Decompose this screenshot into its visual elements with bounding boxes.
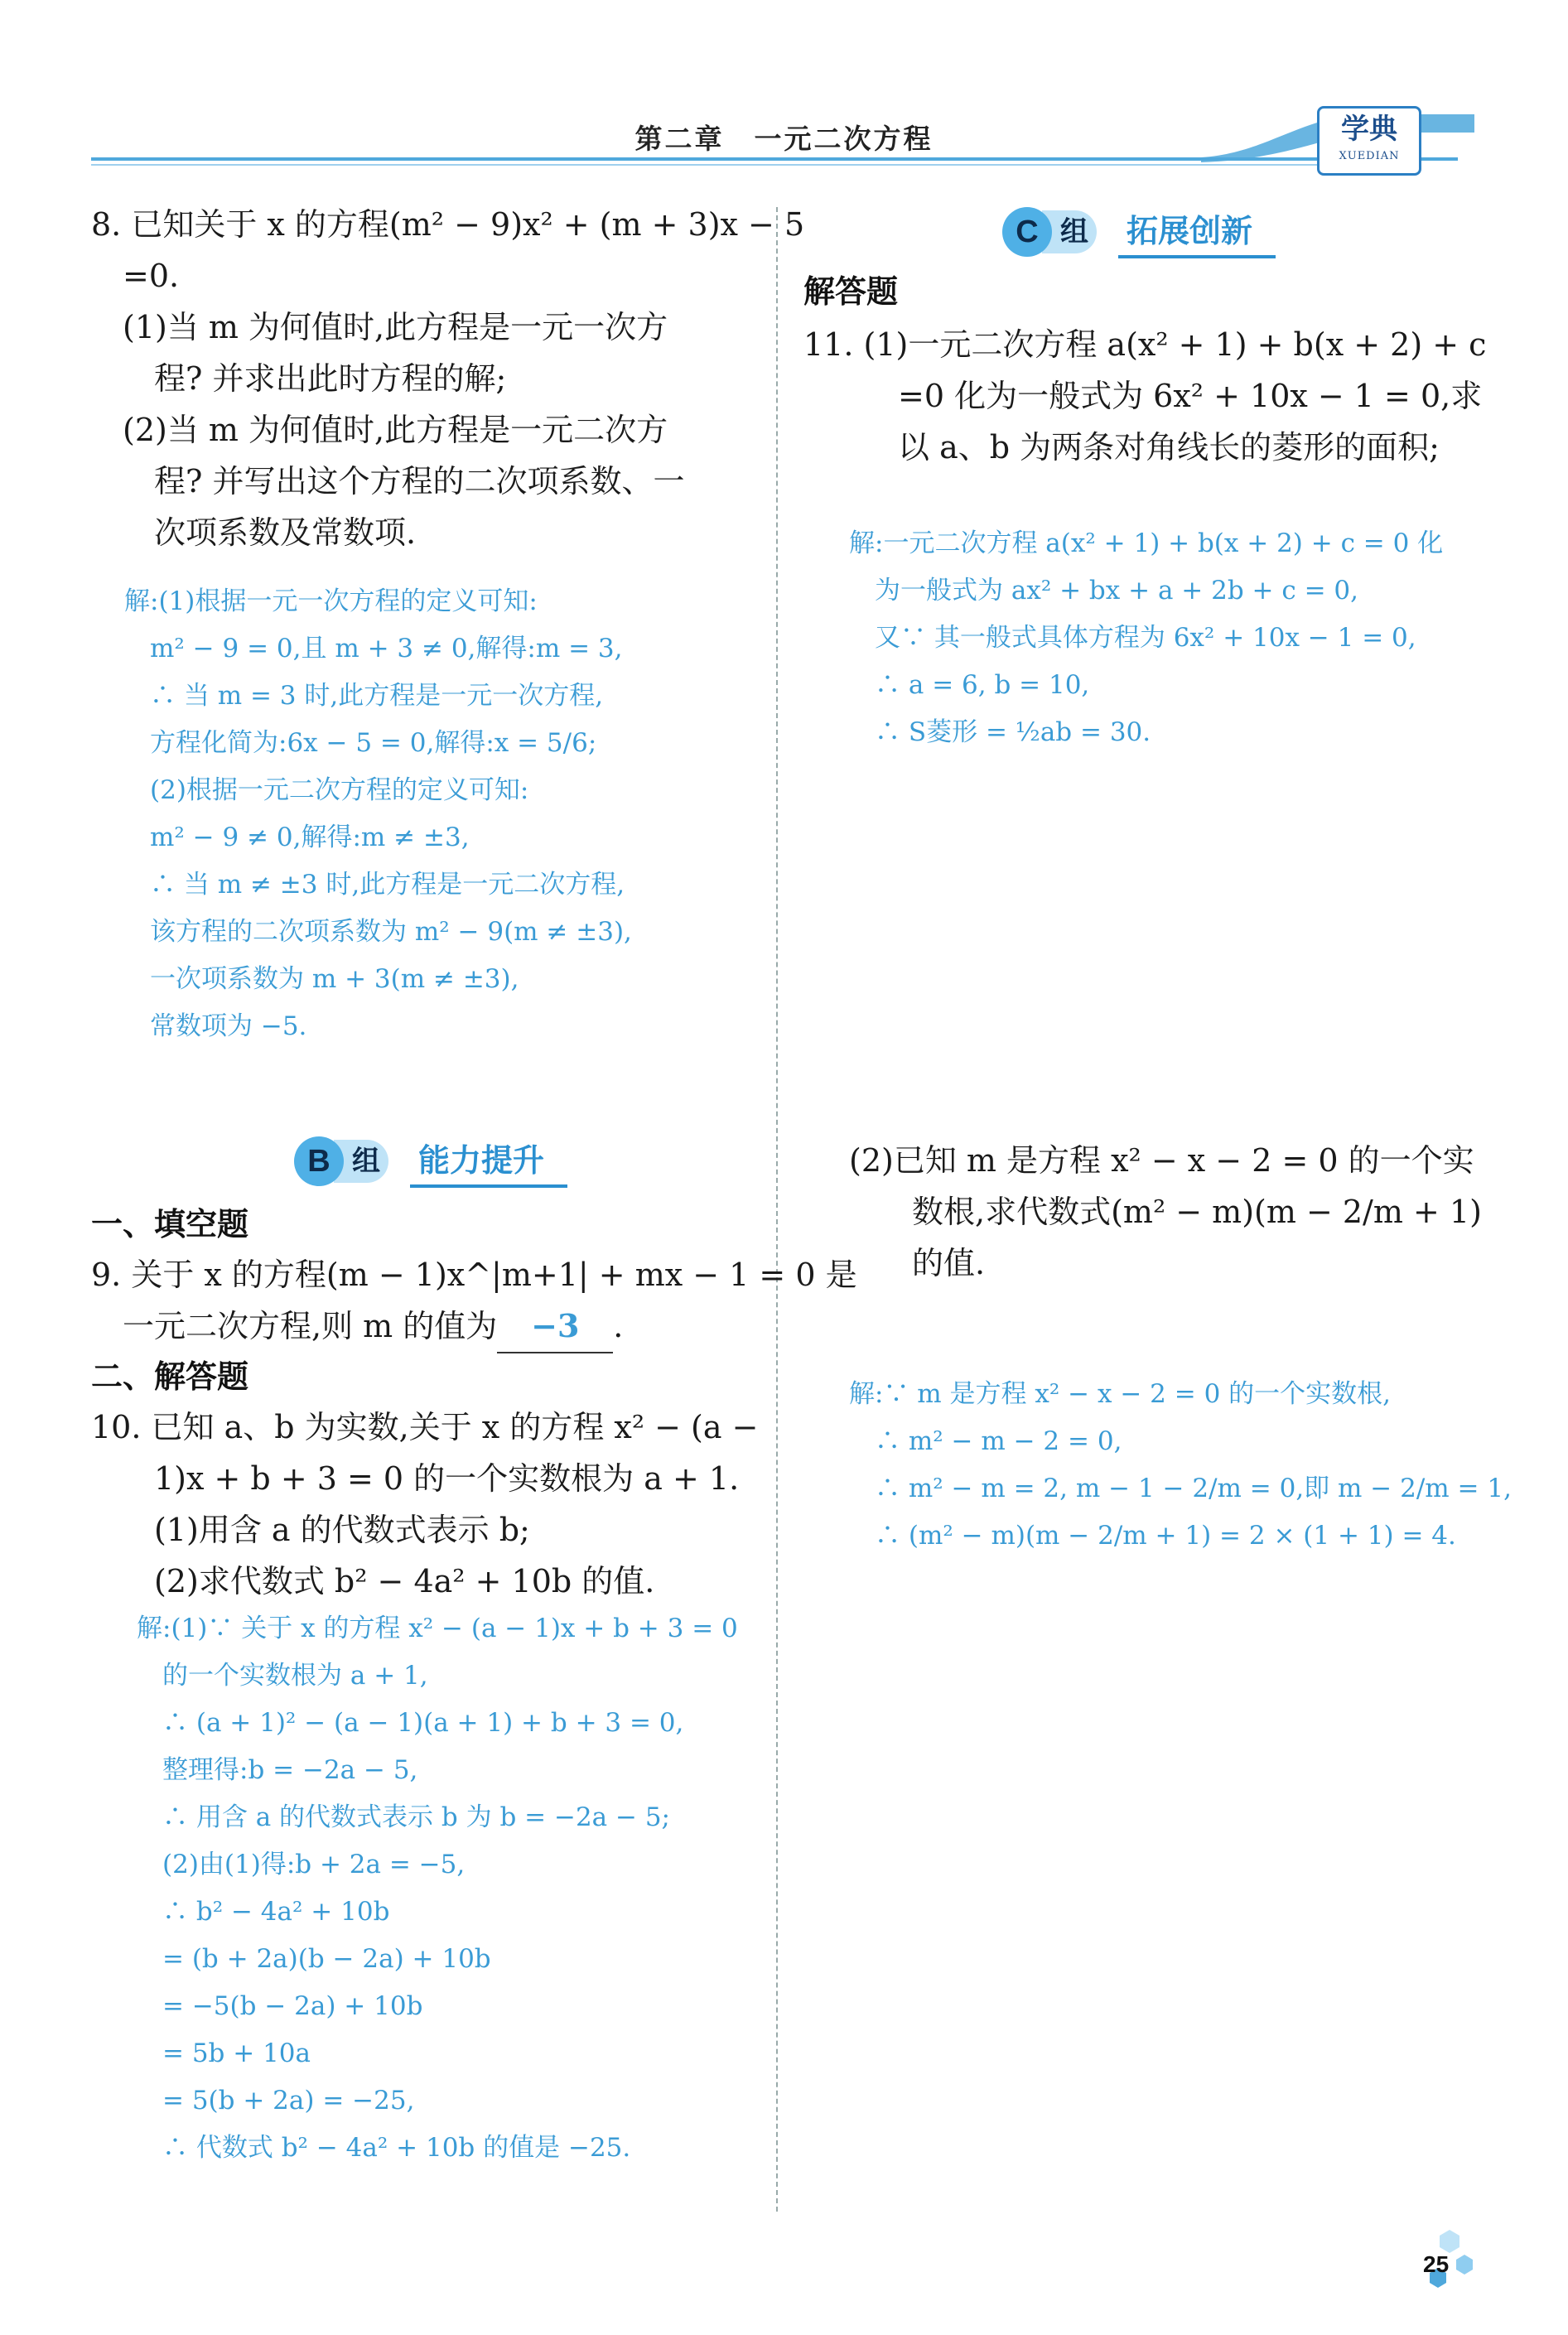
answer-line: ∴ 当 m = 3 时,此方程是一元一次方程, <box>124 681 604 711</box>
text-line: (2)已知 m 是方程 x² − x − 2 = 0 的一个实 <box>849 1142 1474 1179</box>
header-rule-thin <box>91 164 1334 166</box>
answer-line: ∴ a = 6, b = 10, <box>849 670 1090 700</box>
group-title: 拓展创新 <box>1127 215 1253 249</box>
answer-line: m² − 9 = 0,且 m + 3 ≠ 0,解得:m = 3, <box>124 634 623 663</box>
group-title: 能力提升 <box>418 1144 545 1179</box>
group-letter: C <box>1002 207 1052 257</box>
title-underline <box>410 1184 567 1188</box>
answer-11-part-1 <box>849 520 1495 756</box>
answer-line: ∴ S菱形 = ½ab = 30. <box>849 717 1151 747</box>
page-number: 25 <box>1423 2251 1450 2277</box>
text-line: 以 a、b 为两条对角线长的菱形的面积; <box>803 429 1440 466</box>
answer-line: 该方程的二次项系数为 m² − 9(m ≠ ±3), <box>124 917 632 947</box>
answer-line: = (b + 2a)(b − 2a) + 10b <box>137 1944 491 1974</box>
text-fragment: 一元二次方程,则 m 的值为 <box>91 1308 498 1344</box>
answer-line: (2)由(1)得:b + 2a = −5, <box>137 1850 466 1879</box>
group-label: 组 <box>334 1140 388 1183</box>
text-line: (1)用含 a 的代数式表示 b; <box>91 1512 530 1548</box>
answer-line: m² − 9 ≠ 0,解得:m ≠ ±3, <box>124 823 470 852</box>
group-b-banner <box>294 1136 592 1186</box>
group-letter: B <box>294 1136 344 1186</box>
answer-line: ∴ 代数式 b² − 4a² + 10b 的值是 −25. <box>137 2133 631 2163</box>
text-line: 的值. <box>849 1245 986 1281</box>
header-rule <box>91 157 1458 161</box>
answer-line: ∴ m² − m = 2, m − 1 − 2/m = 0,即 m − 2/m = 1, <box>849 1474 1512 1503</box>
question-9 <box>91 1249 857 1353</box>
text-line: 11. (1)一元二次方程 a(x² + 1) + b(x + 2) + c <box>803 326 1487 363</box>
answer-line: 解:(1)根据一元一次方程的定义可知: <box>124 586 538 616</box>
answer-line: ∴ m² − m − 2 = 0, <box>849 1426 1122 1456</box>
title-underline <box>1118 255 1276 258</box>
answer-line: 又∵ 其一般式具体方程为 6x² + 10x − 1 = 0, <box>849 623 1416 653</box>
answer-11-part-2 <box>849 1371 1512 1560</box>
answer-line: ∴ 用含 a 的代数式表示 b 为 b = −2a − 5; <box>137 1802 671 1832</box>
answer-line: 解:(1)∵ 关于 x 的方程 x² − (a − 1)x + b + 3 = 0 <box>137 1614 738 1643</box>
question-11-part-1 <box>803 319 1487 473</box>
answer-line: ∴ b² − 4a² + 10b <box>137 1897 390 1927</box>
answer-line: ∴ (a + 1)² − (a − 1)(a + 1) + b + 3 = 0, <box>137 1708 684 1738</box>
text-line: 程? 并写出这个方程的二次项系数、一 <box>91 463 685 499</box>
question-8 <box>91 199 805 558</box>
answer-8 <box>124 578 762 1050</box>
answer-line: 解:一元二次方程 a(x² + 1) + b(x + 2) + c = 0 化 <box>849 528 1444 558</box>
answer-line: = −5(b − 2a) + 10b <box>137 1991 423 2021</box>
answer-line: ∴ (m² − m)(m − 2/m + 1) = 2 × (1 + 1) = 4. <box>849 1521 1456 1551</box>
logo-subtext: XUEDIAN <box>1339 150 1400 162</box>
text-fragment: . <box>613 1308 624 1344</box>
answer-line: 常数项为 −5. <box>124 1011 307 1041</box>
section-heading: 解答题 <box>803 273 899 310</box>
group-label: 组 <box>1042 210 1097 253</box>
text-line: 数根,求代数式(m² − m)(m − 2/m + 1) <box>849 1194 1482 1230</box>
chapter-title: 第二章 一元二次方程 <box>634 123 934 155</box>
answer-line: 解:∵ m 是方程 x² − x − 2 = 0 的一个实数根, <box>849 1379 1391 1409</box>
text-line: 1)x + b + 3 = 0 的一个实数根为 a + 1. <box>91 1460 740 1497</box>
text-line: 程? 并求出此时方程的解; <box>91 360 507 397</box>
section-heading: 二、解答题 <box>91 1358 249 1395</box>
answer-10 <box>137 1605 766 2172</box>
text-line <box>91 1300 762 1353</box>
answer-line: ∴ 当 m ≠ ±3 时,此方程是一元二次方程, <box>124 870 625 900</box>
answer-line: = 5b + 10a <box>137 2038 311 2068</box>
answer-line: 整理得:b = −2a − 5, <box>137 1755 418 1785</box>
text-line: (1)当 m 为何值时,此方程是一元一次方 <box>91 309 668 345</box>
section-heading: 一、填空题 <box>91 1205 249 1242</box>
text-line: 9. 关于 x 的方程(m − 1)x^|m+1| + mx − 1 = 0 是 <box>91 1257 857 1293</box>
fill-blank-answer: −3 <box>497 1300 613 1353</box>
answer-line: (2)根据一元二次方程的定义可知: <box>124 775 529 805</box>
question-11-part-2 <box>849 1135 1495 1289</box>
group-c-banner <box>1002 207 1300 257</box>
text-line: 次项系数及常数项. <box>91 514 417 551</box>
text-line: (2)当 m 为何值时,此方程是一元二次方 <box>91 412 668 448</box>
answer-line: = 5(b + 2a) = −25, <box>137 2086 415 2115</box>
answer-line: 方程化简为:6x − 5 = 0,解得:x = 5/6; <box>124 728 597 758</box>
text-line: 8. 已知关于 x 的方程(m² − 9)x² + (m + 3)x − 5 <box>91 206 805 243</box>
column-divider <box>776 207 778 2212</box>
text-line: =0 化为一般式为 6x² + 10x − 1 = 0,求 <box>803 378 1483 414</box>
text-line: =0. <box>91 258 180 294</box>
answer-line: 一次项系数为 m + 3(m ≠ ±3), <box>124 964 519 994</box>
question-10 <box>91 1401 762 1607</box>
answer-line: 为一般式为 ax² + bx + a + 2b + c = 0, <box>849 576 1358 605</box>
text-line: (2)求代数式 b² − 4a² + 10b 的值. <box>91 1563 655 1599</box>
xuedian-logo <box>1317 106 1421 176</box>
answer-line: 的一个实数根为 a + 1, <box>137 1661 428 1691</box>
logo-text: 学典 <box>1341 113 1397 146</box>
text-line: 10. 已知 a、b 为实数,关于 x 的方程 x² − (a − <box>91 1409 759 1445</box>
